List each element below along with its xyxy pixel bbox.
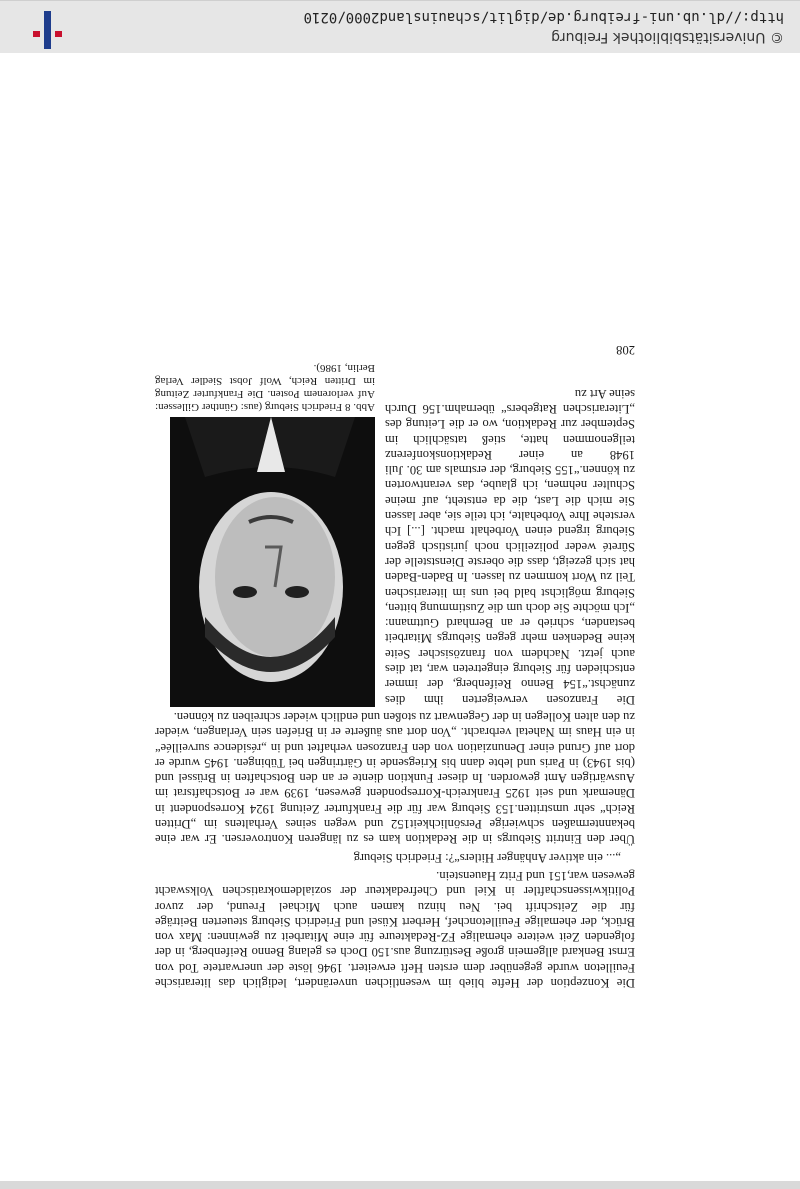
scanned-book-page: [155, 250, 635, 990]
institution-credit: © Universitätsbibliothek Freiburg: [551, 29, 784, 45]
university-logo-icon: [30, 11, 66, 49]
header-bar: [0, 0, 800, 53]
paragraph-franzosen: Die Franzosen verweigerten ihm dies zunächst.“154 Benno Reifenberg, der immer entschieden für Sieburg eingetreten war, tat dies auch jetzt. Nachdem von französischer Seite keine Bedenken mehr gegen Sieburgs Mitarbeit bestanden, schrieb er an Bernhard Guttmann: „Ich möchte Sie doch um die Zustimmung bitten, Sieburg möglichst bald bei uns im literarischen Teil zu Wort kommen zu lassen. In Baden-Baden hat sich gezeigt, dass die oberste Dienststelle der Sûreté weder polizeilich noch juristisch gegen Sieburg irgend einen Vorbehalt macht. [...] Ich verstehe Ihre Vorbehalte, ich teile sie, aber lassen Sie mich die Last, die da entsteht, auf meine Schulter nehmen, ich glaube, das verantworten zu können.“155 Sieburg, der erstmals am 30. Juli 1948 an einer Redaktionskonferenz teilgenommen hatte, stieß tatsächlich im September zur Redaktion, wo er die Leitung des „Literarischen Ratgebers“ übernahm.156 Durch seine Art zu: [385, 386, 635, 707]
paragraph-eintritt: Über den Eintritt Sieburgs in die Redaktion kam es zu längeren Kontroversen. Er war eine bekanntermaßen schwierige Persönlichkeit152 und wegen seines Verhaltens im „Dritten Reich“ sehr umstritten.153 Sieburg war für die Frankfurter Zeitung 1924 Korrespondent in Dänemark und seit 1925 Frankreich-Korrespondent gewesen, 1939 war er Botschaftsrat im Auswärtigen Amt geworden. In dieser Funktion diente er an den Botschaften in Brüssel und (bis 1943) in Paris und lebte dann bis Kriegsende in Gärtringen bei Tübingen. 1945 wurde er dort auf Grund einer Denunziation von den Franzosen verhaftet und in „résidence surveillée“ in ein Haus im Nahetal verbracht. „Von dort aus äußerte er in Briefen sein Verlangen, wieder zu den alten Kollegen in der Gegenwart zu stoßen und endlich wieder schreiben zu können.: [155, 709, 635, 847]
figure-caption: Abb. 8 Friedrich Sieburg (aus: Günther Gillessen: Auf verlorenem Posten. Die Frankfurter Zeitung im Dritten Reich, Wolf Jobst Siedler Verlag Berlin, 1986).: [155, 361, 375, 413]
two-column-block: [155, 361, 635, 707]
document-url[interactable]: http://dl.ub.uni-freiburg.de/diglit/schauinsland2000/0210: [303, 9, 784, 25]
text-column: [375, 361, 635, 707]
page-number: 208: [616, 342, 635, 357]
paragraph-konzeption: Die Konzeption der Hefte blieb im wesentlichen unverändert, lediglich das literarische Feuilleton wurde gegenüber dem ersten Heft erweitert. 1946 löste der unerwartete Tod von Ernst Benkard allgemein große Bestürzung aus.150 Doch es gelang Benno Reifenberg, in der folgenden Zeit weitere ehemalige FZ-Redakteure für eine Mitarbeit zu gewinnen: Max von Brück, der ehemalige Feuilletonchef, Herbert Küsel und Friedrich Sieburg steuerten Beiträge für die Zeitschrift bei. Neu hinzu kamen auch Michael Freund, der zuvor Politikwissenschaftler in Kiel und Chefredakteur der sozialdemokratischen Volkswacht gewesen war,151 und Fritz Hauenstein.: [155, 868, 635, 990]
figure-column: [155, 361, 375, 707]
section-heading: „... ein aktiver Anhänger Hitlers“?: Friedrich Sieburg: [353, 850, 621, 865]
footer-bar: [0, 1181, 800, 1189]
portrait-photo: [170, 417, 375, 707]
